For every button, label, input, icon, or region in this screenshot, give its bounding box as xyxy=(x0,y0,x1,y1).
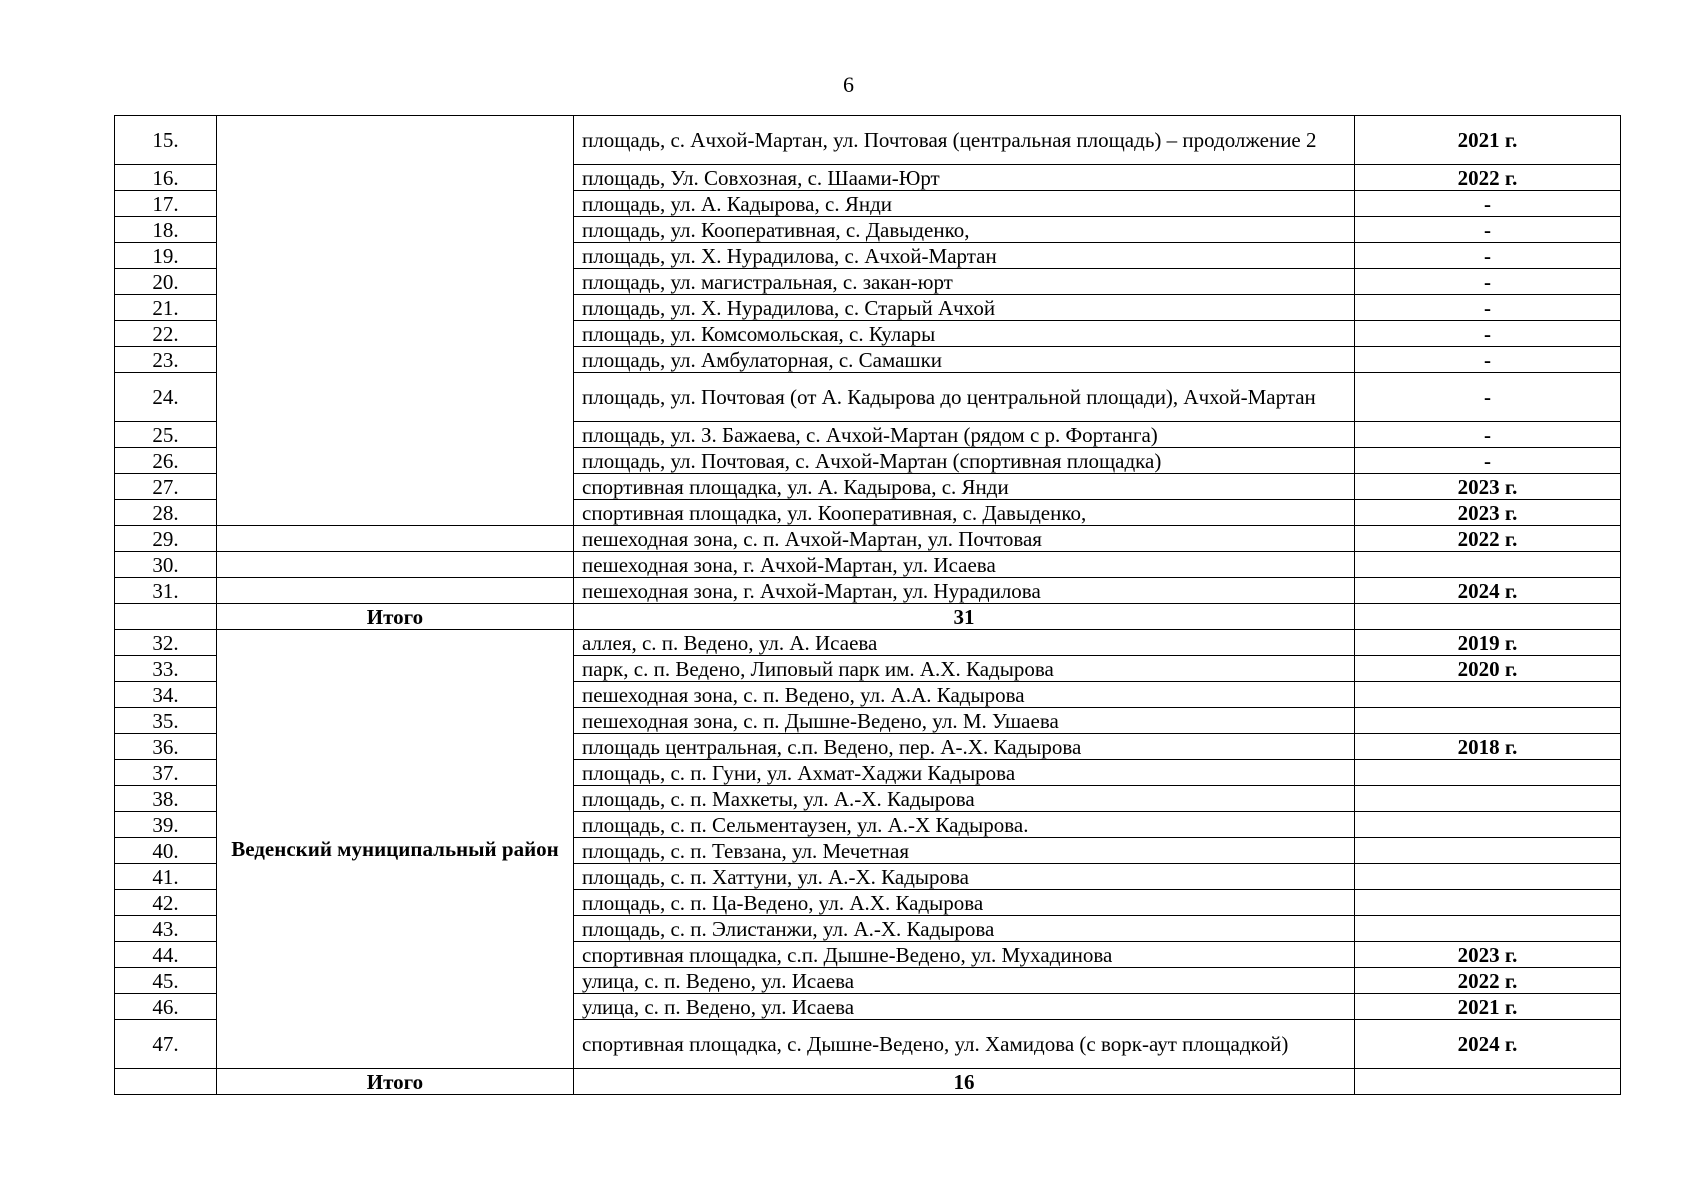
total-num-cell xyxy=(115,1069,217,1095)
row-number: 35. xyxy=(115,708,217,734)
row-number: 20. xyxy=(115,269,217,295)
object-name: спортивная площадка, ул. А. Кадырова, с. Янди xyxy=(574,474,1355,500)
row-number: 47. xyxy=(115,1020,217,1069)
year-cell xyxy=(1355,890,1621,916)
year-cell xyxy=(1355,552,1621,578)
row-number: 28. xyxy=(115,500,217,526)
page-number: 6 xyxy=(843,72,854,97)
row-number: 32. xyxy=(115,630,217,656)
year-cell: - xyxy=(1355,448,1621,474)
object-name: пешеходная зона, с. п. Дышне-Ведено, ул. М. Ушаева xyxy=(574,708,1355,734)
row-number: 18. xyxy=(115,217,217,243)
row-number: 30. xyxy=(115,552,217,578)
row-number: 38. xyxy=(115,786,217,812)
year-cell: 2021 г. xyxy=(1355,994,1621,1020)
year-cell: 2023 г. xyxy=(1355,942,1621,968)
object-name: улица, с. п. Ведено, ул. Исаева xyxy=(574,994,1355,1020)
row-number: 37. xyxy=(115,760,217,786)
year-cell: - xyxy=(1355,217,1621,243)
total-label: Итого xyxy=(217,604,574,630)
row-number: 31. xyxy=(115,578,217,604)
object-name: пешеходная зона, г. Ачхой-Мартан, ул. Исаева xyxy=(574,552,1355,578)
row-number: 46. xyxy=(115,994,217,1020)
year-cell: 2024 г. xyxy=(1355,1020,1621,1069)
total-year-cell xyxy=(1355,1069,1621,1095)
year-cell: 2023 г. xyxy=(1355,500,1621,526)
year-cell: 2022 г. xyxy=(1355,968,1621,994)
year-cell: 2018 г. xyxy=(1355,734,1621,760)
year-cell: 2020 г. xyxy=(1355,656,1621,682)
total-label: Итого xyxy=(217,1069,574,1095)
year-cell xyxy=(1355,708,1621,734)
total-value: 31 xyxy=(574,604,1355,630)
total-value: 16 xyxy=(574,1069,1355,1095)
row-number: 24. xyxy=(115,373,217,422)
table-body xyxy=(115,116,1621,1095)
year-cell: - xyxy=(1355,321,1621,347)
object-name: площадь, ул. Комсомольская, с. Кулары xyxy=(574,321,1355,347)
object-name: площадь, ул. Кооперативная, с. Давыденко, xyxy=(574,217,1355,243)
year-cell: - xyxy=(1355,191,1621,217)
row-number: 39. xyxy=(115,812,217,838)
district-cell xyxy=(217,578,574,604)
row-number: 45. xyxy=(115,968,217,994)
year-cell: 2024 г. xyxy=(1355,578,1621,604)
row-number: 21. xyxy=(115,295,217,321)
table-row xyxy=(115,116,1621,165)
object-name: спортивная площадка, с.п. Дышне-Ведено, ул. Мухадинова xyxy=(574,942,1355,968)
row-number: 26. xyxy=(115,448,217,474)
year-cell xyxy=(1355,760,1621,786)
district-cell xyxy=(217,116,574,526)
object-name: площадь, ул. Почтовая, с. Ачхой-Мартан (спортивная площадка) xyxy=(574,448,1355,474)
objects-table xyxy=(114,115,1621,1095)
table-row xyxy=(115,552,1621,578)
object-name: площадь, с. п. Тевзана, ул. Мечетная xyxy=(574,838,1355,864)
year-cell xyxy=(1355,786,1621,812)
year-cell: - xyxy=(1355,347,1621,373)
row-number: 22. xyxy=(115,321,217,347)
object-name: площадь, с. п. Сельментаузен, ул. А.-Х Кадырова. xyxy=(574,812,1355,838)
object-name: пешеходная зона, с. п. Ведено, ул. А.А. Кадырова xyxy=(574,682,1355,708)
year-cell xyxy=(1355,812,1621,838)
row-number: 44. xyxy=(115,942,217,968)
district-cell: Веденский муниципальный район xyxy=(217,630,574,1069)
year-cell: - xyxy=(1355,243,1621,269)
row-number: 42. xyxy=(115,890,217,916)
year-cell: - xyxy=(1355,269,1621,295)
object-name: площадь, с. Ачхой-Мартан, ул. Почтовая (центральная площадь) – продолжение 2 xyxy=(574,116,1355,165)
total-row xyxy=(115,604,1621,630)
row-number: 41. xyxy=(115,864,217,890)
year-cell: - xyxy=(1355,373,1621,422)
year-cell: 2019 г. xyxy=(1355,630,1621,656)
table-row xyxy=(115,578,1621,604)
year-cell: - xyxy=(1355,295,1621,321)
row-number: 40. xyxy=(115,838,217,864)
object-name: площадь, ул. А. Кадырова, с. Янди xyxy=(574,191,1355,217)
object-name: площадь, ул. Х. Нурадилова, с. Ачхой-Мартан xyxy=(574,243,1355,269)
row-number: 27. xyxy=(115,474,217,500)
total-year-cell xyxy=(1355,604,1621,630)
row-number: 43. xyxy=(115,916,217,942)
object-name: спортивная площадка, ул. Кооперативная, с. Давыденко, xyxy=(574,500,1355,526)
district-cell xyxy=(217,526,574,552)
object-name: пешеходная зона, г. Ачхой-Мартан, ул. Нурадилова xyxy=(574,578,1355,604)
object-name: аллея, с. п. Ведено, ул. А. Исаева xyxy=(574,630,1355,656)
row-number: 33. xyxy=(115,656,217,682)
row-number: 19. xyxy=(115,243,217,269)
object-name: площадь, с. п. Гуни, ул. Ахмат-Хаджи Кадырова xyxy=(574,760,1355,786)
object-name: площадь, с. п. Ца-Ведено, ул. А.Х. Кадырова xyxy=(574,890,1355,916)
object-name: улица, с. п. Ведено, ул. Исаева xyxy=(574,968,1355,994)
row-number: 29. xyxy=(115,526,217,552)
table-row xyxy=(115,526,1621,552)
object-name: площадь, ул. магистральная, с. закан-юрт xyxy=(574,269,1355,295)
year-cell: 2022 г. xyxy=(1355,165,1621,191)
year-cell xyxy=(1355,916,1621,942)
year-cell xyxy=(1355,864,1621,890)
object-name: площадь, с. п. Элистанжи, ул. А.-Х. Кадырова xyxy=(574,916,1355,942)
table-row xyxy=(115,630,1621,656)
row-number: 15. xyxy=(115,116,217,165)
year-cell xyxy=(1355,682,1621,708)
year-cell: 2021 г. xyxy=(1355,116,1621,165)
district-cell xyxy=(217,552,574,578)
object-name: площадь, ул. З. Бажаева, с. Ачхой-Мартан (рядом с р. Фортанга) xyxy=(574,422,1355,448)
row-number: 36. xyxy=(115,734,217,760)
year-cell: 2022 г. xyxy=(1355,526,1621,552)
object-name: пешеходная зона, с. п. Ачхой-Мартан, ул. Почтовая xyxy=(574,526,1355,552)
year-cell: - xyxy=(1355,422,1621,448)
object-name: спортивная площадка, с. Дышне-Ведено, ул. Хамидова (с ворк-аут площадкой) xyxy=(574,1020,1355,1069)
year-cell: 2023 г. xyxy=(1355,474,1621,500)
object-name: площадь, Ул. Совхозная, с. Шаами-Юрт xyxy=(574,165,1355,191)
object-name: площадь, с. п. Махкеты, ул. А.-Х. Кадырова xyxy=(574,786,1355,812)
row-number: 16. xyxy=(115,165,217,191)
object-name: площадь, ул. Почтовая (от А. Кадырова до центральной площади), Ачхой-Мартан xyxy=(574,373,1355,422)
total-num-cell xyxy=(115,604,217,630)
row-number: 23. xyxy=(115,347,217,373)
object-name: парк, с. п. Ведено, Липовый парк им. А.Х. Кадырова xyxy=(574,656,1355,682)
total-row xyxy=(115,1069,1621,1095)
year-cell xyxy=(1355,838,1621,864)
object-name: площадь центральная, с.п. Ведено, пер. А-.Х. Кадырова xyxy=(574,734,1355,760)
object-name: площадь, с. п. Хаттуни, ул. А.-Х. Кадырова xyxy=(574,864,1355,890)
object-name: площадь, ул. Амбулаторная, с. Самашки xyxy=(574,347,1355,373)
object-name: площадь, ул. Х. Нурадилова, с. Старый Ачхой xyxy=(574,295,1355,321)
row-number: 34. xyxy=(115,682,217,708)
row-number: 25. xyxy=(115,422,217,448)
row-number: 17. xyxy=(115,191,217,217)
